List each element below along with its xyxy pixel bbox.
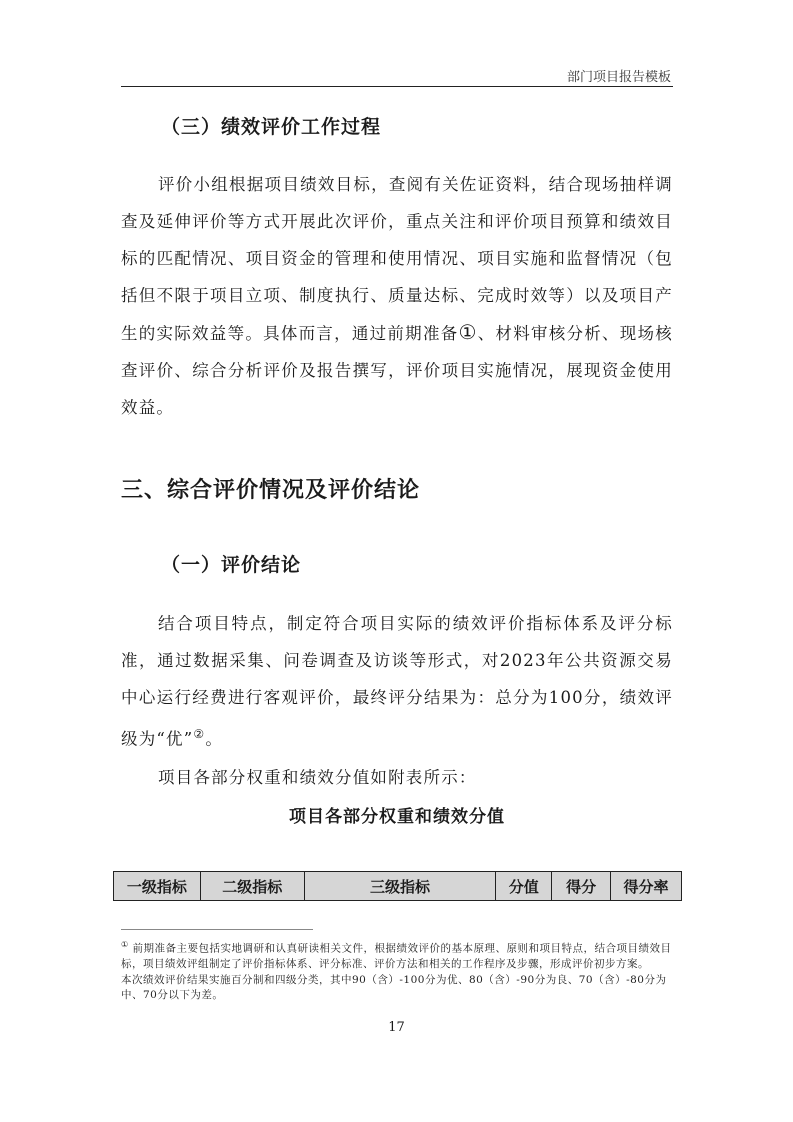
col-header-level3: 三级指标 [304, 872, 496, 901]
footnotes [121, 937, 677, 1004]
footnote-ref-1[interactable]: ① [458, 320, 478, 344]
table-header-row [114, 872, 682, 901]
col-header-level1: 一级指标 [114, 872, 201, 901]
chapter-heading-three: 三、综合评价情况及评价结论 [121, 478, 421, 503]
process-paragraph-text: 评价小组根据项目绩效目标，查阅有关佐证资料，结合现场抽样调查及延伸评价等方式开展此次评价，重点关注和评价项目预算和绩效目标的匹配情况、项目资金的管理和使用情况、项目实施和监督情况（包括但不限于项目立项、制度执行、质量达标、完成时效等）以及项目产生的实际效益等。具体而言，通过前期准备 [121, 175, 673, 343]
page-number: 17 [388, 1020, 405, 1035]
col-header-score: 得分 [552, 872, 611, 901]
conclusion-paragraph-text: 结合项目特点，制定符合项目实际的绩效评价指标体系及评分标准，通过数据采集、问卷调查及访谈等形式，对2023年公共资源交易中心运行经费进行客观评价，最终评分结果为：总分为100分，绩效评级为“优” [121, 614, 673, 749]
footnote-divider [121, 929, 313, 930]
footnote-2: 本次绩效评价结果实施百分制和四级分类，其中90（含）-100分为优、80（含）-90分为良、70（含）-80分为中、70分以下为差。 [121, 973, 667, 1001]
footnote-1 [121, 937, 677, 973]
footnote-marker: ① [121, 940, 129, 949]
footnote-1-text: 前期准备主要包括实地调研和认真研读相关文件，根据绩效评价的基本原理、原则和项目特点，结合项目绩效目标，项目绩效评组制定了评价指标体系、评分标准、评价方法和相关的工作程序及步骤，形成评价初步方案。 [121, 942, 672, 970]
score-table [113, 871, 682, 901]
col-header-score-value: 分值 [496, 872, 552, 901]
process-paragraph-cont: 、材料审核分析、现场核查评价、综合分析评价及报告撰写，评价项目实施情况，展现资金使用效益。 [121, 324, 673, 417]
running-header: 部门项目报告模板 [566, 70, 671, 85]
footnote-ref-2[interactable]: ② [193, 727, 206, 741]
section-heading-3-3: （三）绩效评价工作过程 [161, 116, 382, 138]
col-header-score-rate: 得分率 [611, 872, 682, 901]
col-header-level2: 二级指标 [200, 872, 304, 901]
process-paragraph [121, 166, 673, 426]
header-divider [121, 86, 673, 87]
conclusion-paragraph [121, 605, 673, 758]
conclusion-paragraph-end: 。 [205, 729, 224, 749]
section-heading-3-1: （一）评价结论 [161, 554, 302, 576]
table-intro: 项目各部分权重和绩效分值如附表所示： [158, 768, 477, 787]
table-title: 项目各部分权重和绩效分值 [289, 807, 505, 827]
